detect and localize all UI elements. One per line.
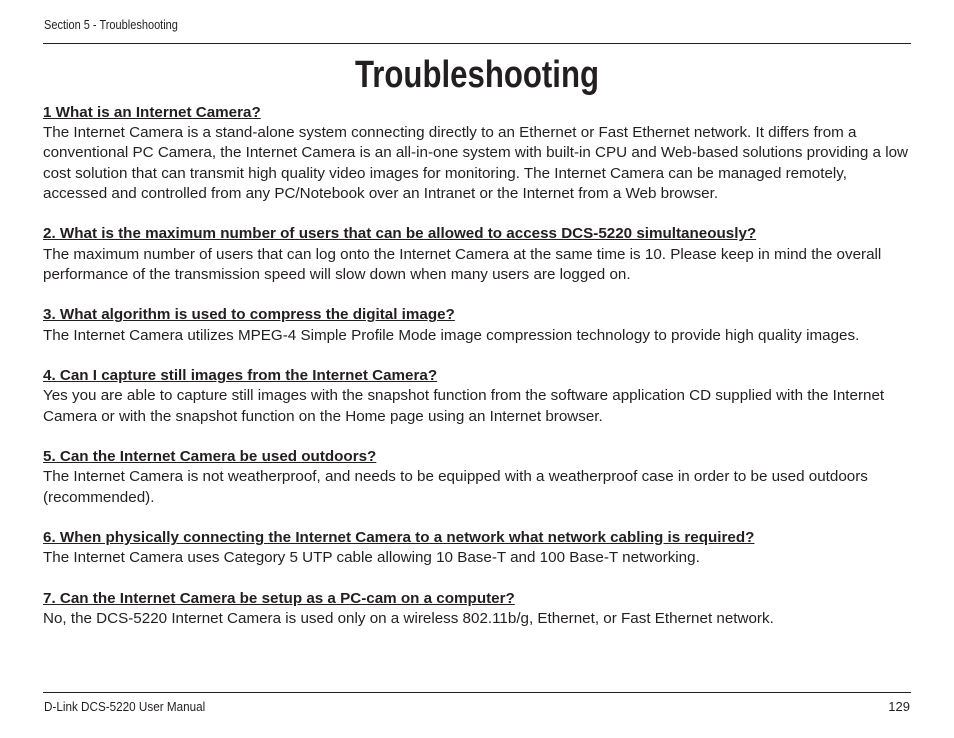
header-divider: [43, 43, 911, 44]
faq-answer: Yes you are able to capture still images with the snapshot function from the software application CD supplied with the Internet Camera or with the snapshot function on the Home page using an Internet browser.: [43, 387, 885, 425]
faq-answer: The Internet Camera uses Category 5 UTP cable allowing 10 Base-T and 100 Base-T networking.: [43, 549, 700, 567]
faq-question: 3. What algorithm is used to compress the digital image?: [43, 306, 455, 324]
faq-question: 6. When physically connecting the Internet Camera to a network what network cabling is required?: [43, 529, 755, 547]
page-number: 129: [888, 699, 910, 714]
faq-item-6: [43, 528, 909, 568]
faq-answer: The Internet Camera is a stand-alone system connecting directly to an Ethernet or Fast Ethernet network. It differs from a conventional PC Camera, the Internet Camera is an all-in-one system with built-in CPU and Web-based solutions providing a low cost solution that can transmit high quality video images for monitoring. The Internet Camera can be managed remotely, accessed and controlled from any PC/Notebook over an Intranet or the Internet from a Web browser.: [43, 124, 908, 202]
footer-divider: [43, 692, 911, 693]
faq-answer: The Internet Camera is not weatherproof, and needs to be equipped with a weatherproof case in order to be used outdoors (recommended).: [43, 468, 868, 506]
faq-item-2: [43, 224, 909, 285]
faq-answer: No, the DCS-5220 Internet Camera is used only on a wireless 802.11b/g, Ethernet, or Fast Ethernet network.: [43, 610, 774, 628]
page-title: Troubleshooting: [354, 54, 600, 96]
faq-item-1: [43, 103, 909, 204]
faq-question: 4. Can I capture still images from the Internet Camera?: [43, 367, 438, 385]
faq-question: 7. Can the Internet Camera be setup as a PC-cam on a computer?: [43, 590, 515, 607]
faq-item-7: [43, 589, 909, 629]
faq-question: 2. What is the maximum number of users that can be allowed to access DCS-5220 simultaneously?: [43, 225, 757, 243]
faq-item-4: [43, 366, 909, 427]
faq-list: [43, 103, 909, 650]
faq-item-3: [43, 305, 909, 345]
faq-answer: The maximum number of users that can log onto the Internet Camera at the same time is 10. Please keep in mind the overall performance of the transmission speed will slow down when many users are logged on.: [43, 245, 882, 283]
section-header: Section 5 - Troubleshooting: [44, 18, 178, 32]
faq-item-5: [43, 447, 909, 508]
faq-question: 1 What is an Internet Camera?: [43, 104, 261, 121]
manual-name: D-Link DCS-5220 User Manual: [44, 699, 206, 714]
faq-answer: The Internet Camera utilizes MPEG-4 Simple Profile Mode image compression technology to provide high quality images.: [43, 326, 860, 344]
faq-question: 5. Can the Internet Camera be used outdoors?: [43, 448, 377, 466]
